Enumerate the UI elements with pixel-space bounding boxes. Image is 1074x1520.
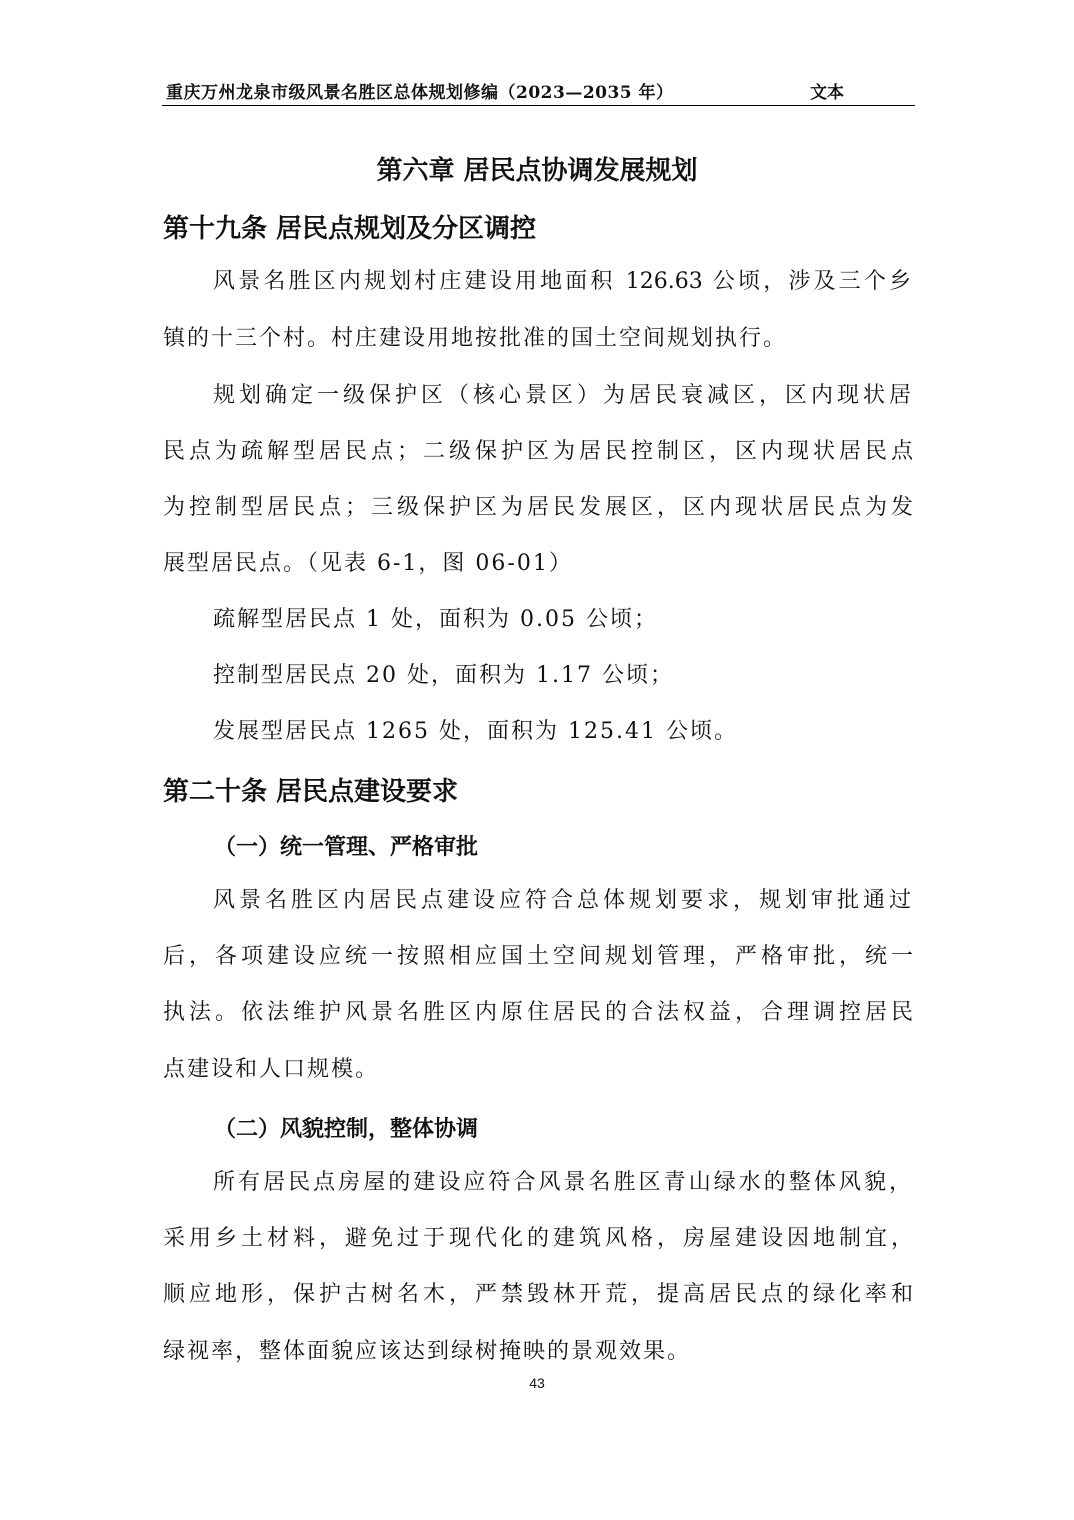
paragraph-line: 风景名胜区内居民点建设应符合总体规划要求，规划审批通过 [213,888,911,913]
paragraph-line: 为控制型居民点；三级保护区为居民发展区，区内现状居民点为发 [163,495,913,520]
paragraph-line: 后，各项建设应统一按照相应国土空间规划管理，严格审批，统一 [163,944,913,969]
paragraph-line: 风景名胜区内规划村庄建设用地面积 126.63 公顷，涉及三个乡 [213,269,911,294]
section-heading: （一）统一管理、严格审批 [214,834,479,860]
section-heading: （二）风貌控制，整体协调 [214,1116,479,1142]
chapter-title: 第六章 居民点协调发展规划 [376,156,698,186]
paragraph-line: 点建设和人口规模。 [163,1057,380,1082]
header-doc-type: 文本 [810,83,844,103]
list-item: 控制型居民点 20 处，面积为 1.17 公顷； [213,663,674,688]
paragraph-line: 展型居民点。（见表 6-1，图 06-01） [163,551,573,576]
list-item: 发展型居民点 1265 处，面积为 125.41 公顷。 [213,719,738,744]
paragraph-line: 民点为疏解型居民点；二级保护区为居民控制区，区内现状居民点 [163,439,913,464]
header-title: 重庆万州龙泉市级风景名胜区总体规划修编（2023—2035 年） [166,83,674,103]
paragraph-line: 执法。依法维护风景名胜区内原住居民的合法权益，合理调控居民 [163,1000,913,1025]
paragraph-line: 顺应地形，保护古树名木，严禁毁林开荒，提高居民点的绿化率和 [163,1282,913,1307]
paragraph-line: 绿视率，整体面貌应该达到绿树掩映的景观效果。 [163,1339,692,1364]
paragraph-line: 所有居民点房屋的建设应符合风景名胜区青山绿水的整体风貌， [213,1170,911,1195]
article-19-title: 第十九条 居民点规划及分区调控 [163,214,537,244]
paragraph-line: 规划确定一级保护区（核心景区）为居民衰减区，区内现状居 [213,383,911,408]
article-20-title: 第二十条 居民点建设要求 [163,777,459,807]
paragraph-line: 镇的十三个村。村庄建设用地按批准的国土空间规划执行。 [163,326,788,351]
list-item: 疏解型居民点 1 处，面积为 0.05 公顷； [213,607,658,632]
running-header [162,74,915,106]
page-number: 43 [529,1375,545,1391]
paragraph-line: 采用乡土材料，避免过于现代化的建筑风格，房屋建设因地制宜， [163,1226,913,1251]
